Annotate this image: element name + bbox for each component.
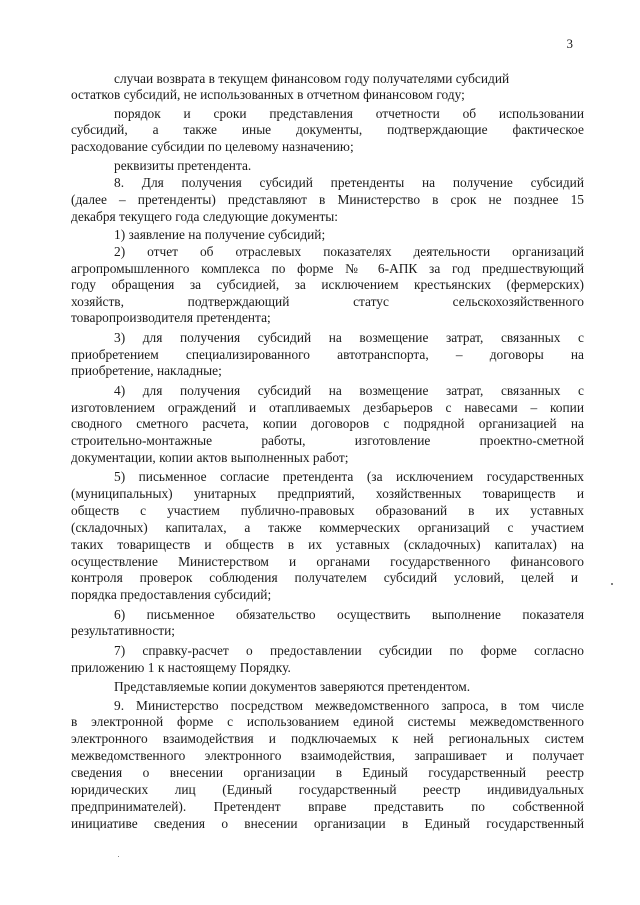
text-line: таких товариществ и обществ в их уставных (складочных) капиталах) на	[71, 537, 584, 552]
text-line: реквизиты претендента.	[114, 158, 252, 173]
text-line: расходование субсидии по целевому назначению;	[71, 139, 354, 154]
text-line: сведения о внесении организации в Единый государственный реестр	[71, 765, 584, 780]
text-line: в электронной форме с использованием единой системы межведомственного	[71, 714, 584, 729]
text-line: межведомственного электронного взаимодействия, запрашивает и получает	[71, 748, 584, 763]
text-line: юридических лиц (Единый государственный реестр индивидуальных	[71, 782, 584, 797]
text-line: товаропроизводителя претендента;	[71, 310, 271, 325]
text-line: 8. Для получения субсидий претенденты на получение субсидий	[114, 175, 584, 190]
text-line: 7) справку-расчет о предоставлении субсидии по форме согласно	[114, 643, 584, 658]
text-line: инициативе сведения о внесении организации в Единый государственный	[71, 816, 584, 831]
text-line: декабря текущего года следующие документы:	[71, 209, 339, 224]
text-line: порядок и сроки представления отчетности об использовании	[114, 106, 584, 121]
text-line: 9. Министерство посредством межведомственного запроса, в том числе	[114, 698, 584, 713]
text-line: остатков субсидий, не использованных в отчетном финансовом году;	[71, 87, 465, 102]
text-line: 6) письменное обязательство осуществить выполнение показателя	[114, 607, 584, 622]
text-line: обществ с участием публично-правовых образований в их уставных	[71, 503, 584, 518]
page-number: 3	[566, 36, 573, 51]
text-line: году обращения за субсидией, за исключением крестьянских (фермерских)	[71, 277, 584, 292]
text-line: приобретением специализированного автотранспорта, – договоры на	[71, 347, 584, 362]
text-line: приложению 1 к настоящему Порядку.	[71, 660, 291, 675]
scan-speck	[118, 856, 119, 857]
text-line: сводного сметного расчета, копии договоров с подрядной организацией на	[71, 416, 584, 431]
text-line: осуществление Министерством и органами государственного финансового	[71, 554, 584, 569]
text-line: контроля проверок соблюдения получателем субсидий условий, целей и	[71, 570, 578, 585]
text-line: приобретение, накладные;	[71, 363, 222, 378]
text-line: случаи возврата в текущем финансовом году получателями субсидий	[114, 71, 510, 86]
text-line: хозяйств, подтверждающий статус сельскохозяйственного	[71, 294, 584, 309]
text-line: 3) для получения субсидий на возмещение затрат, связанных с	[114, 330, 584, 345]
text-line: 4) для получения субсидий на возмещение затрат, связанных с	[114, 383, 584, 398]
text-line: агропромышленного комплекса по форме № 6-АПК за год предшествующий	[71, 261, 584, 276]
text-line: строительно-монтажные работы, изготовление проектно-сметной	[71, 433, 584, 448]
text-line: 1) заявление на получение субсидий;	[114, 227, 326, 242]
text-line: (далее – претенденты) представляют в Министерство в срок не позднее 15	[71, 192, 584, 207]
text-line: 5) письменное согласие претендента (за исключением государственных	[114, 469, 584, 484]
text-line: Представляемые копии документов заверяются претендентом.	[114, 679, 471, 694]
text-line: документации, копии актов выполненных работ;	[71, 450, 349, 465]
text-line: (складочных) капиталах, а также коммерческих организаций с участием	[71, 520, 584, 535]
text-line: изготовлением ограждений и отапливаемых дезбарьеров с навесами – копии	[71, 400, 584, 415]
text-line: (муниципальных) унитарных предприятий, хозяйственных товариществ и	[71, 486, 584, 501]
text-line: 2) отчет об отраслевых показателях деятельности организаций	[114, 244, 584, 259]
text-line: электронного взаимодействия и подключаемых к ней региональных систем	[71, 731, 584, 746]
text-line: порядка предоставления субсидий;	[71, 587, 272, 602]
text-line: предпринимателей). Претендент вправе представить по собственной	[71, 799, 584, 814]
text-line: субсидий, а также иные документы, подтверждающие фактическое	[71, 122, 584, 137]
text-line: результативности;	[71, 623, 176, 638]
scan-speck	[611, 583, 613, 585]
